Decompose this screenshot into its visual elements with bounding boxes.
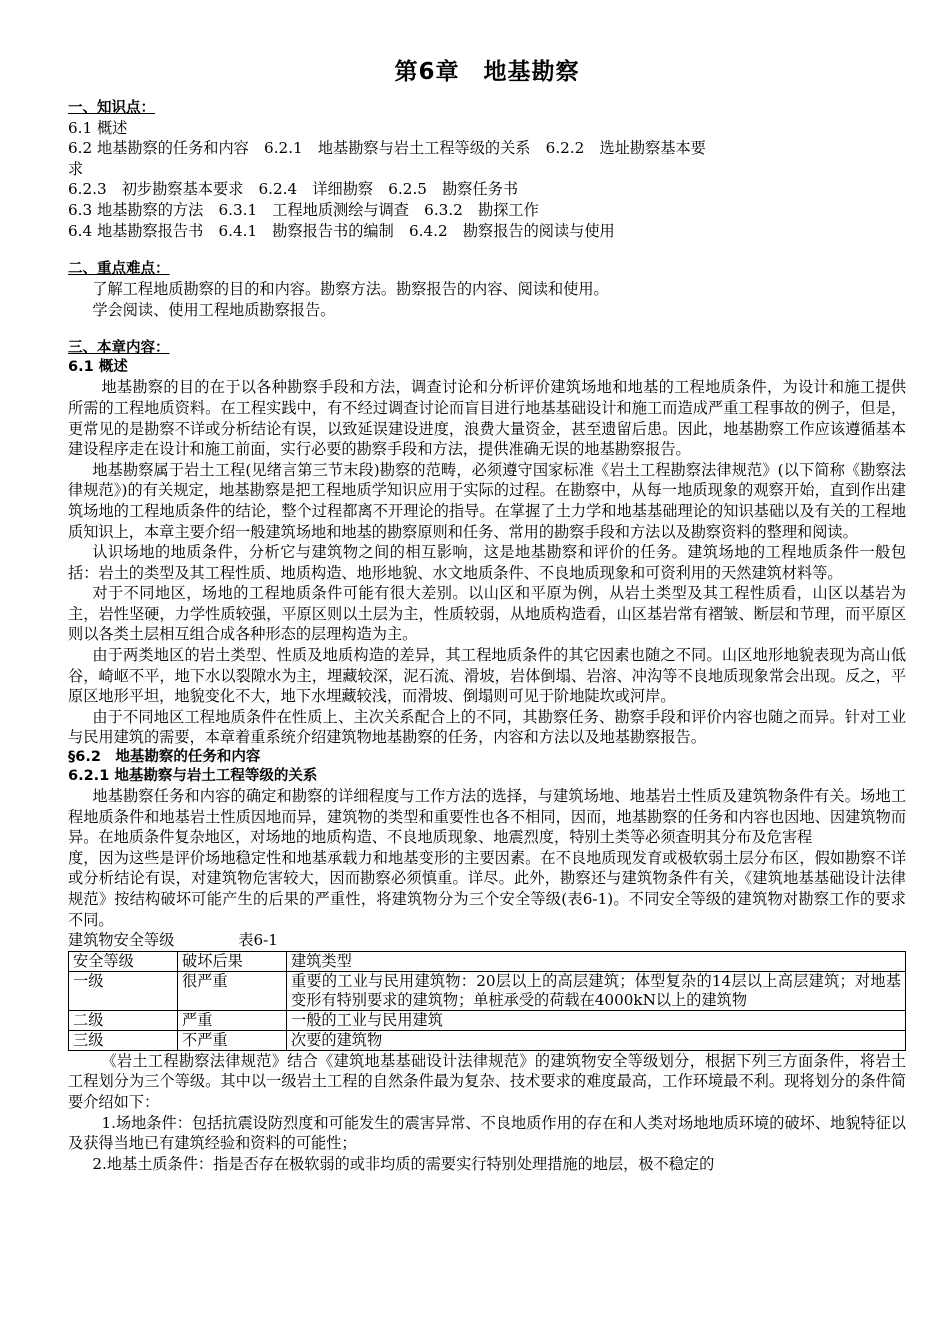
table-header-cell: 安全等级	[69, 951, 178, 971]
paragraph: 地基勘察的目的在于以各种勘察手段和方法，调查讨论和分析评价建筑场地和地基的工程地质条件，为设计和施工提供所需的工程地质资料。在工程实践中，有不经过调查讨论而盲目进行地基基础设计和施工而造成严重工程事故的例子，但是，更常见的是勘察不详或分析结论有误，以致延误建设进度，浪费大量资金，甚至遗留后患。因此，地基勘察工作应该遵循基本建设程序走在设计和施工前面，实行必要的勘察手段和方法，提供准确无误的地基勘察报告。	[68, 378, 906, 459]
table-row	[69, 971, 906, 1010]
toc-line: 求	[68, 159, 84, 178]
paragraph: 2.地基土质条件：指是否存在极软弱的或非均质的需要实行特别处理措施的地层，极不稳定的	[92, 1154, 715, 1173]
table-cell: 一级	[69, 971, 178, 1010]
toc-line: 6.4 地基勘察报告书 6.4.1 勘察报告书的编制 6.4.2 勘察报告的阅读与使用	[68, 221, 615, 240]
subsection-heading: §6.2 地基勘察的任务和内容	[68, 749, 261, 766]
paragraph: 地基勘察属于岩土工程(见绪言第三节末段)勘察的范畴，必须遵守国家标准《岩土工程勘察法律规范》(以下简称《勘察法律规范》)的有关规定，地基勘察是把工程地质学知识应用于实际的过程。在勘察中，从每一地质现象的观察开始，直到作出建筑场地的工程地质条件的结论，整个过程都离不开理论的指导。在掌握了土力学和地基基础理论的知识基础以及有关的工程地质知识上，本章主要介绍一般建筑场地和地基的勘察原则和任务、常用的勘察手段和方法以及勘察资料的整理和阅读。	[68, 460, 906, 541]
table-caption: 建筑物安全等级 表6-1	[68, 931, 278, 950]
table-header-row	[69, 951, 906, 971]
table-cell: 次要的建筑物	[287, 1030, 906, 1050]
table-cell: 重要的工业与民用建筑物：20层以上的高层建筑；体型复杂的14层以上高层建筑；对地基变形有特别要求的建筑物；单桩承受的荷载在4000kN以上的建筑物	[287, 971, 906, 1010]
table-cell: 很严重	[178, 971, 287, 1010]
table-row	[69, 1030, 906, 1050]
section-heading-keypoints: 二、重点难点：	[68, 261, 170, 278]
table-header-cell: 破坏后果	[178, 951, 287, 971]
paragraph: 由于两类地区的岩土类型、性质及地质构造的差异，其工程地质条件的其它因素也随之不同。山区地形地貌表现为高山低谷，崎岖不平，地下水以裂隙水为主，埋藏较深，泥石流、滑坡，岩体倒塌、岩溶、冲沟等不良地质现象常会出现。反之，平原区地形平坦，地貌变化不大，地下水埋藏较浅，而滑坡、倒塌则可见于阶地陡坎或河岸。	[68, 646, 906, 706]
keypoint-line: 了解工程地质勘察的目的和内容。勘察方法。勘察报告的内容、阅读和使用。	[92, 280, 609, 299]
chapter-title: 第6章 地基勘察	[394, 59, 580, 85]
paragraph: 地基勘察任务和内容的确定和勘察的详细程度与工作方法的选择，与建筑场地、地基岩土性质及建筑物条件有关。场地工程地质条件和地基岩土性质因地而异，建筑物的类型和重要性也各不相同，因而，地基勘察的任务和内容也因地、因建筑物而异。在地质条件复杂地区，对场地的地质构造、不良地质现象、地震烈度，特别土类等必须查明其分布及危害程	[68, 787, 906, 847]
toc-line: 6.3 地基勘察的方法 6.3.1 工程地质测绘与调查 6.3.2 勘探工作	[68, 200, 539, 219]
subsection-heading: 6.2.1 地基勘察与岩土工程等级的关系	[68, 768, 318, 785]
document-page	[68, 0, 906, 1174]
paragraph: 度，因为这些是评价场地稳定性和地基承载力和地基变形的主要因素。在不良地质现发育或极软弱土层分布区，假如勘察不详或分析结论有误，对建筑物危害较大，因而勘察必须慎重。详尽。此外，勘察还与建筑物条件有关，《建筑地基基础设计法律规范》按结构破坏可能产生的后果的严重性，将建筑物分为三个安全等级(表6-1)。不同安全等级的建筑物对勘察工作的要求不同。	[68, 848, 906, 929]
table-cell: 严重	[178, 1010, 287, 1030]
paragraph: 《岩土工程勘察法律规范》结合《建筑地基基础设计法律规范》的建筑物安全等级划分，根据下列三方面条件，将岩土工程划分为三个等级。其中以一级岩土工程的自然条件最为复杂、技术要求的难度最高，工作环境最不利。现将划分的条件简要介绍如下：	[68, 1051, 906, 1111]
toc-line: 6.2.3 初步勘察基本要求 6.2.4 详细勘察 6.2.5 勘察任务书	[68, 180, 519, 199]
table-cell: 三级	[69, 1030, 178, 1050]
section-heading-content: 三、本章内容：	[68, 340, 170, 357]
paragraph: 1.场地条件：包括抗震设防烈度和可能发生的震害异常、不良地质作用的存在和人类对场地地质环境的破坏、地貌特征以及获得当地已有建筑经验和资料的可能性；	[68, 1113, 906, 1153]
paragraph: 对于不同地区，场地的工程地质条件可能有很大差别。以山区和平原为例，从岩土类型及其工程性质看，山区以基岩为主，岩性坚硬，力学性质较强，平原区则以土层为主，性质较弱，从地质构造看，山区基岩常有褶皱、断层和节理，而平原区则以各类土层相互组合成各种形态的层理构造为主。	[68, 584, 906, 644]
safety-level-table	[68, 951, 906, 1051]
toc-line: 6.2 地基勘察的任务和内容 6.2.1 地基勘察与岩土工程等级的关系 6.2.2 选址勘察基本要	[68, 139, 706, 158]
table-cell: 不严重	[178, 1030, 287, 1050]
toc-line: 6.1 概述	[68, 118, 128, 137]
paragraph: 由于不同地区工程地质条件在性质上、主次关系配合上的不同，其勘察任务、勘察手段和评价内容也随之而异。针对工业与民用建筑的需要，本章着重系统介绍建筑物地基勘察的任务，内容和方法以及地基勘察报告。	[68, 707, 906, 747]
table-row	[69, 1010, 906, 1030]
subsection-heading: 6.1 概述	[68, 359, 128, 376]
table-cell: 二级	[69, 1010, 178, 1030]
section-heading-knowledge: 一、知识点：	[68, 99, 155, 116]
paragraph: 认识场地的地质条件，分析它与建筑物之间的相互影响，这是地基勘察和评价的任务。建筑场地的工程地质条件一般包括：岩土的类型及其工程性质、地质构造、地形地貌、水文地质条件、不良地质现象和可资利用的天然建筑材料等。	[68, 543, 906, 582]
keypoint-line: 学会阅读、使用工程地质勘察报告。	[92, 300, 336, 319]
table-header-cell: 建筑类型	[287, 951, 906, 971]
table-cell: 一般的工业与民用建筑	[287, 1010, 906, 1030]
